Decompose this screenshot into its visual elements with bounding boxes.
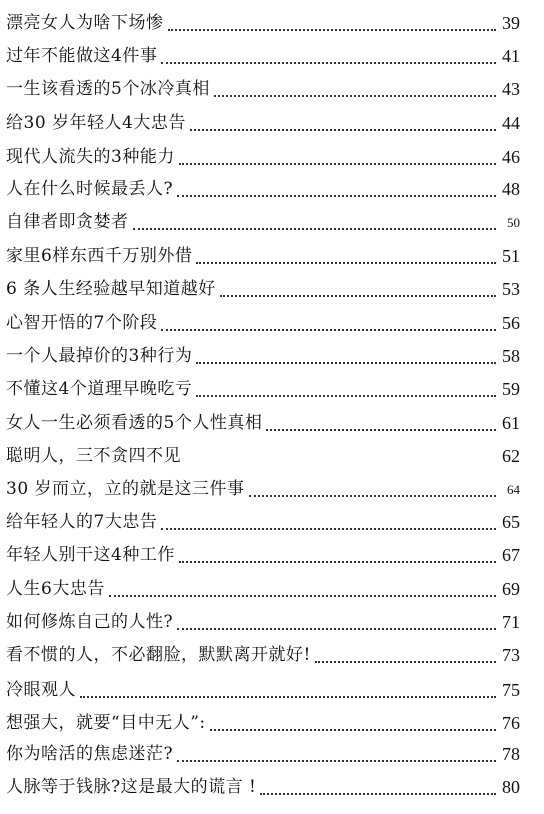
toc-entry-title: 一生该看透的5个冰冷真相 (6, 78, 210, 99)
toc-entry-page: 67 (502, 545, 520, 565)
toc-entry[interactable] (6, 339, 520, 373)
toc-entry-page: 62 (502, 446, 520, 466)
dot-leader (196, 252, 496, 264)
toc-entry-title: 冷眼观人 (6, 679, 76, 700)
dot-leader (179, 153, 496, 165)
toc-entry[interactable] (6, 638, 520, 672)
toc-entry[interactable] (6, 673, 520, 707)
toc-entry-page: 41 (502, 46, 520, 66)
dot-leader (214, 85, 496, 97)
toc-entry-title: 30 岁而立，立的就是这三件事 (6, 478, 245, 499)
toc-entry-title: 人生6大忠告 (6, 578, 105, 599)
toc-entry[interactable] (6, 538, 520, 572)
toc-entry-title: 心智开悟的7个阶段 (6, 312, 158, 333)
dot-leader (249, 485, 496, 497)
toc-entry[interactable] (6, 605, 520, 639)
toc-entry-title: 如何修炼自己的人性? (6, 611, 174, 632)
toc-entry-title: 年轻人别干这4种工作 (6, 544, 175, 565)
toc-entry-title: 女人一生必须看透的5个人性真相 (6, 412, 263, 433)
toc-entry-page: 56 (502, 313, 520, 333)
toc-entry-title: 给年轻人的7大忠告 (6, 511, 158, 532)
toc-entry-page: 39 (502, 13, 520, 33)
toc-entry[interactable] (6, 106, 520, 140)
toc-entry-page: 69 (502, 579, 520, 599)
toc-entry-title: 漂亮女人为啥下场惨 (6, 12, 164, 33)
dot-leader (177, 185, 496, 197)
toc-entry-page: 78 (502, 744, 520, 764)
dot-leader (185, 452, 496, 464)
toc-entry-page: 65 (502, 512, 520, 532)
toc-entry-title: 想强大，就要“目中无人”: (6, 712, 206, 733)
dot-leader (177, 750, 496, 762)
toc-entry-title: 过年不能做这4件事 (6, 45, 158, 66)
toc-entry-title: 6 条人生经验越早知道越好 (6, 278, 216, 299)
toc-entry-page: 61 (502, 413, 520, 433)
toc-entry-title: 一个人最掉价的3种行为 (6, 345, 193, 366)
toc-entry-title: 现代人流失的3种能力 (6, 146, 175, 167)
toc-entry-page: 59 (502, 379, 520, 399)
toc-entry[interactable] (6, 439, 520, 473)
toc-entry[interactable] (6, 505, 520, 539)
toc-entry[interactable] (6, 272, 520, 306)
dot-leader (266, 419, 496, 431)
toc-entry-title: 人在什么时候最丢人? (6, 178, 174, 199)
toc-entry[interactable] (6, 239, 520, 273)
toc-entry[interactable] (6, 172, 520, 206)
dot-leader (190, 119, 496, 131)
dot-leader (220, 285, 496, 297)
toc-entry-page: 73 (502, 645, 520, 665)
toc-entry-title: 不懂这4个道理早晚吃亏 (6, 378, 193, 399)
toc-entry-page: 43 (502, 79, 520, 99)
dot-leader (168, 19, 497, 31)
toc-entry-page: 75 (502, 680, 520, 700)
dot-leader (161, 518, 496, 530)
toc-entry-title: 自律者即贪婪者 (6, 211, 129, 232)
toc-entry-page: 53 (502, 279, 520, 299)
toc-entry[interactable] (6, 406, 520, 440)
toc-entry-title: 给30 岁年轻人4大忠告 (6, 112, 186, 133)
toc-entry-page: 46 (502, 147, 520, 167)
dot-leader (196, 385, 496, 397)
dot-leader (260, 783, 496, 795)
toc-entry[interactable] (6, 472, 520, 506)
dot-leader (315, 651, 496, 663)
dot-leader (210, 719, 496, 731)
toc-entry-title: 看不惯的人，不必翻脸，默默离开就好! (6, 644, 311, 665)
dot-leader (80, 686, 496, 698)
toc-entry[interactable] (6, 306, 520, 340)
toc-entry-page: 71 (502, 612, 520, 632)
toc-entry[interactable] (6, 205, 520, 239)
toc-entry[interactable] (6, 372, 520, 406)
toc-entry-page: 80 (502, 777, 520, 797)
toc-entry[interactable] (6, 706, 520, 740)
toc-entry-title: 聪明人，三不贪四不见 (6, 445, 181, 466)
toc-entry-page: 76 (502, 713, 520, 733)
toc-entry-page: 50 (507, 214, 520, 230)
dot-leader (161, 52, 496, 64)
toc-entry[interactable] (6, 572, 520, 606)
dot-leader (177, 618, 496, 630)
toc-entry-title: 人脉等于钱脉?这是最大的谎言 ! (6, 776, 257, 797)
toc-entry[interactable] (6, 770, 520, 804)
toc-entry[interactable] (6, 6, 520, 40)
toc-entry-page: 44 (502, 113, 520, 133)
toc-entry-page: 58 (502, 346, 520, 366)
dot-leader (196, 352, 496, 364)
toc-entry[interactable] (6, 737, 520, 771)
toc-entry-title: 家里6样东西千万别外借 (6, 245, 193, 266)
dot-leader (133, 218, 497, 230)
toc-entry-page: 64 (507, 481, 520, 497)
dot-leader (109, 585, 496, 597)
toc-entry[interactable] (6, 39, 520, 73)
dot-leader (179, 551, 496, 563)
toc-entry-page: 51 (502, 246, 520, 266)
toc-entry-page: 48 (502, 179, 520, 199)
dot-leader (161, 319, 496, 331)
toc-entry[interactable] (6, 72, 520, 106)
toc-entry[interactable] (6, 140, 520, 174)
toc-entry-title: 你为啥活的焦虑迷茫? (6, 743, 174, 764)
